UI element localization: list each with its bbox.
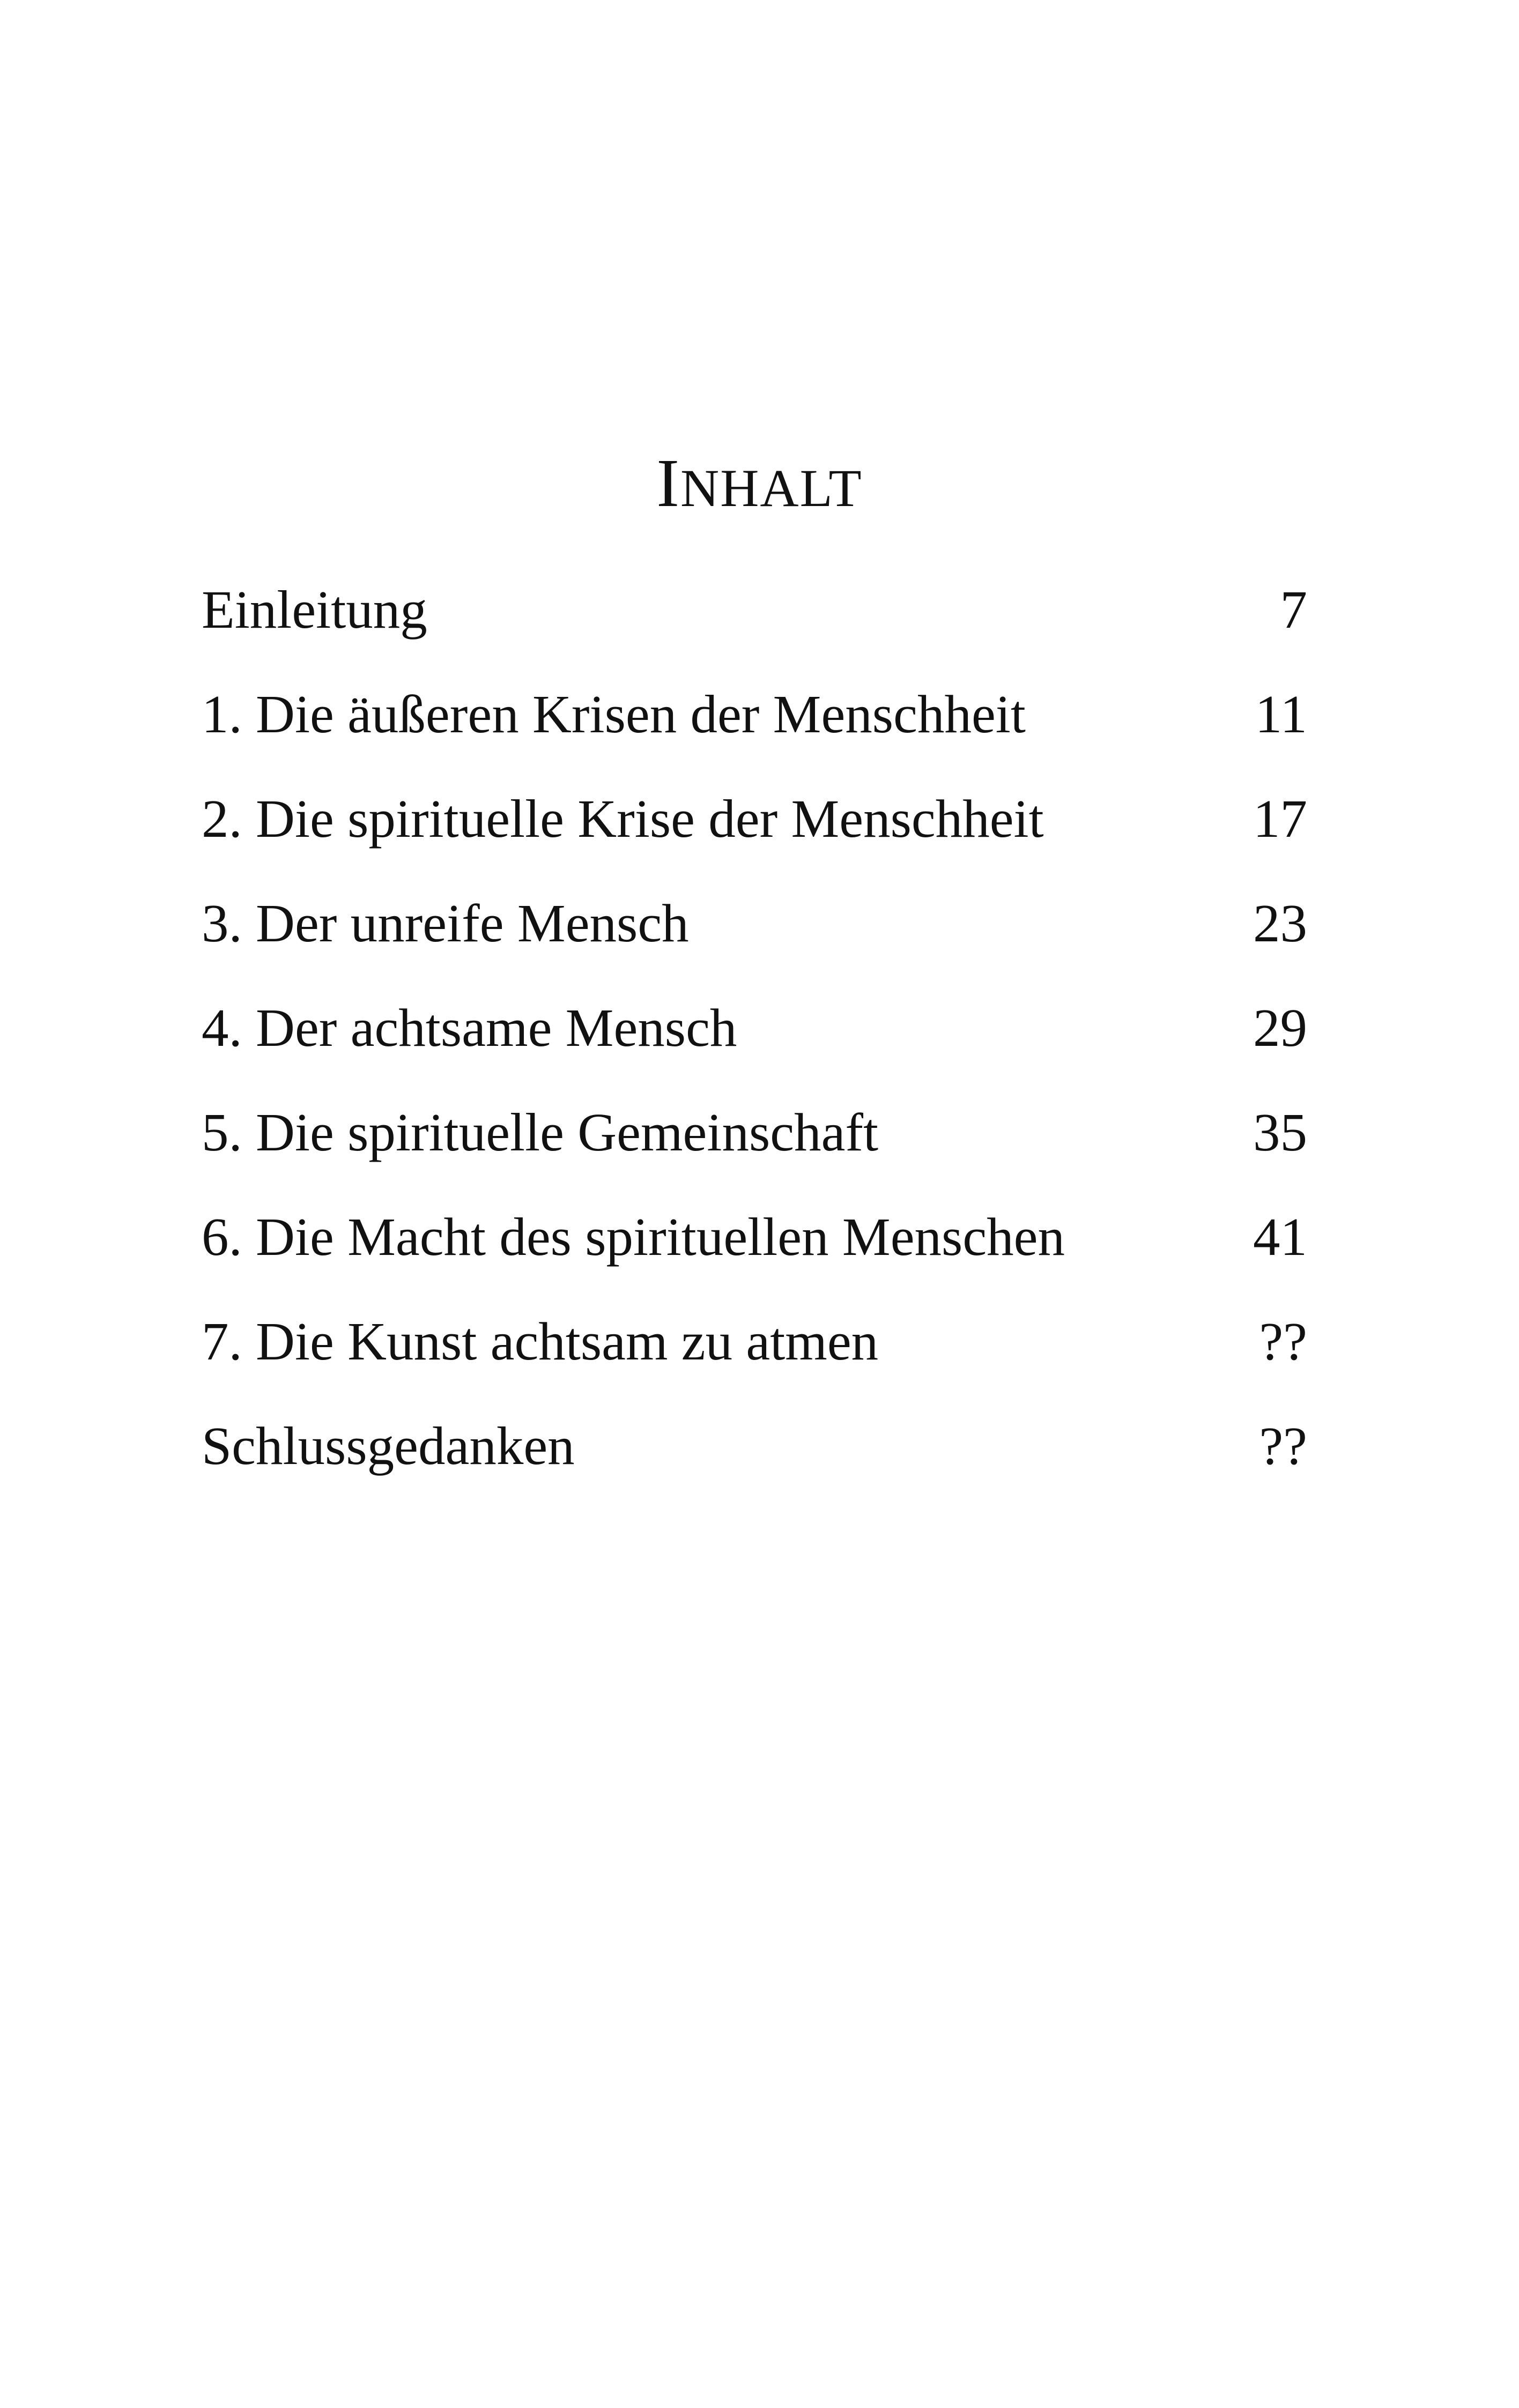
toc-entry-page: 17 xyxy=(1253,789,1307,849)
title-initial: I xyxy=(656,445,680,521)
toc-entry xyxy=(202,674,1307,778)
toc-entry-page: 7 xyxy=(1280,579,1307,640)
toc-entry-title: 6. Die Macht des spirituellen Menschen xyxy=(202,1207,1065,1267)
toc-entry-title: 2. Die spirituelle Krise der Menschheit xyxy=(202,789,1044,849)
toc-entry-page: 23 xyxy=(1253,893,1307,953)
toc-entry-page: ?? xyxy=(1259,1311,1307,1371)
toc-entry-title: 7. Die Kunst achtsam zu atmen xyxy=(202,1311,879,1371)
toc-entry-page: ?? xyxy=(1259,1416,1307,1476)
toc-entry-title: 5. Die spirituelle Gemeinschaft xyxy=(202,1102,879,1162)
toc-entry-title: 4. Der achtsame Mensch xyxy=(202,998,737,1058)
toc-entry xyxy=(202,987,1307,1092)
toc-entry xyxy=(202,1092,1307,1196)
toc-entry-page: 29 xyxy=(1253,998,1307,1058)
toc-entry xyxy=(202,569,1307,674)
toc-entry-title: Schlussgedanken xyxy=(202,1416,575,1476)
title-rest: NHALT xyxy=(680,458,863,518)
table-of-contents xyxy=(202,569,1307,1510)
toc-entry-page: 35 xyxy=(1253,1102,1307,1162)
toc-entry xyxy=(202,1406,1307,1510)
toc-entry-title: Einleitung xyxy=(202,579,427,640)
toc-entry xyxy=(202,1196,1307,1301)
toc-entry xyxy=(202,778,1307,883)
toc-entry xyxy=(202,883,1307,987)
toc-entry xyxy=(202,1301,1307,1406)
page-title xyxy=(0,443,1519,529)
toc-entry-title: 3. Der unreife Mensch xyxy=(202,893,689,953)
toc-entry-title: 1. Die äußeren Krisen der Menschheit xyxy=(202,684,1026,744)
toc-entry-page: 41 xyxy=(1253,1207,1307,1267)
toc-entry-page: 11 xyxy=(1255,684,1307,744)
